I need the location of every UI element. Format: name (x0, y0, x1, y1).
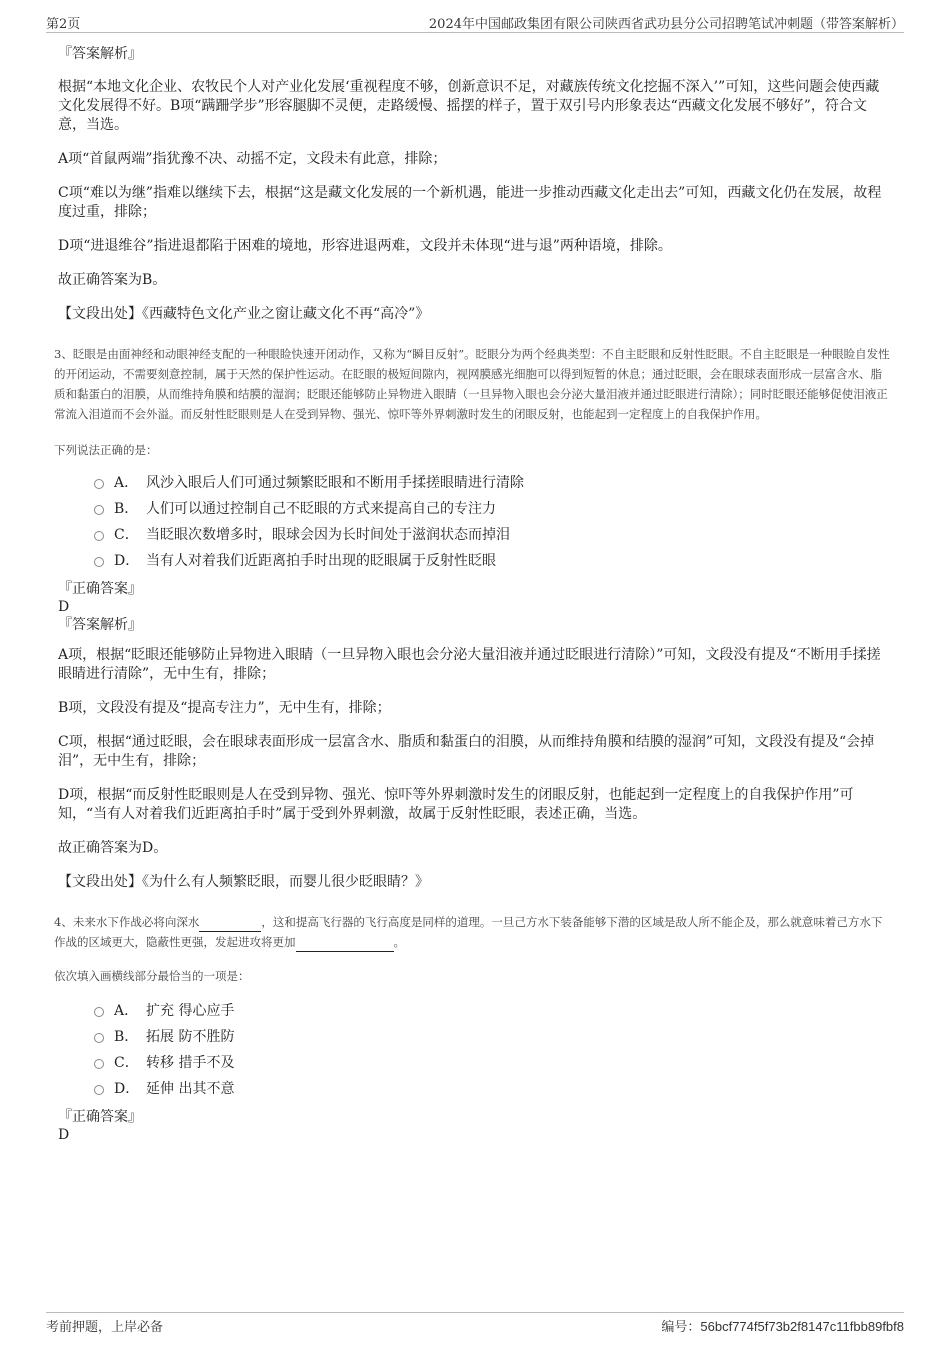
option-list (94, 998, 892, 1102)
analysis-paragraph: D项，根据“而反射性眨眼则是人在受到异物、强光、惊吓等外界刺激时发生的闭眼反射，也能起到一定程度上的自我保护作用”可知，“当有人对着我们近距离拍手时”属于受到外界刺激，故属于反射性眨眼，表述正确，当选。 (58, 787, 854, 822)
radio-icon[interactable] (94, 557, 104, 567)
radio-icon[interactable] (94, 1007, 104, 1017)
source-citation: 【文段出处】《为什么有人频繁眨眼，而婴儿很少眨眼睛？》 (58, 874, 429, 890)
analysis-label: 『答案解析』 (58, 617, 142, 633)
radio-icon[interactable] (94, 531, 104, 541)
correct-answer: D (58, 599, 70, 615)
footer-slogan: 考前押题，上岸必备 (46, 1320, 164, 1335)
correct-answer: D (58, 1127, 70, 1143)
analysis-paragraph: D项“进退维谷”指进退都陷于困难的境地，形容进退两难，文段并未体现“进与退”两种语境，排除。 (58, 238, 672, 254)
option-c[interactable]: C． 转移 措手不及 (94, 1050, 892, 1076)
correct-answer-label: 『正确答案』 (58, 1109, 142, 1125)
option-a[interactable]: A． 风沙入眼后人们可通过频繁眨眼和不断用手揉搓眼睛进行清除 (94, 470, 892, 496)
page-header (46, 10, 904, 33)
radio-icon[interactable] (94, 1059, 104, 1069)
option-a[interactable]: A． 扩充 得心应手 (94, 998, 892, 1024)
option-b[interactable]: B． 拓展 防不胜防 (94, 1024, 892, 1050)
radio-icon[interactable] (94, 1085, 104, 1095)
fill-blank-1 (199, 917, 261, 932)
analysis-paragraph: B项，文段没有提及“提高专注力”，无中生有，排除； (58, 700, 391, 716)
option-c[interactable]: C． 当眨眼次数增多时，眼球会因为长时间处于滋润状态而掉泪 (94, 522, 892, 548)
question-stem: 4、未来水下作战必将向深水 ，这和提高飞行器的飞行高度是同样的道理。一旦己方水下装备能够下潜的区域是敌人所不能企及，那么就意味着己方水下作战的区域更大，隐蔽性更强，发起进攻将更加 。 (54, 912, 892, 952)
option-b[interactable]: B． 人们可以通过控制自己不眨眼的方式来提高自己的专注力 (94, 496, 892, 522)
radio-icon[interactable] (94, 505, 104, 515)
source-citation: 【文段出处】《西藏特色文化产业之窗让藏文化不再“高冷”》 (58, 306, 430, 322)
page-number: 第2页 (46, 17, 81, 32)
question-prompt: 下列说法正确的是： (54, 443, 158, 457)
radio-icon[interactable] (94, 1033, 104, 1043)
analysis-paragraph: A项“首鼠两端”指犹豫不决、动摇不定，文段未有此意，排除； (58, 151, 447, 167)
page-footer (46, 1312, 904, 1336)
analysis-paragraph: 根据“本地文化企业、农牧民个人对产业化发展‘重视程度不够，创新意识不足，对藏族传统文化挖掘不深入’”可知，这些问题会使西藏文化发展得不好。B项“蹒跚学步”形容腿脚不灵便，走路缓慢、摇摆的样子，置于双引号内形象表达“西藏文化发展不够好”，符合文意，当选。 (58, 79, 880, 133)
analysis-paragraph: C项，根据“通过眨眼，会在眼球表面形成一层富含水、脂质和黏蛋白的泪膜，从而维持角膜和结膜的湿润”可知，文段没有提及“会掉泪”，无中生有，排除； (58, 734, 875, 769)
radio-icon[interactable] (94, 479, 104, 489)
conclusion: 故正确答案为B。 (58, 272, 167, 288)
correct-answer-label: 『正确答案』 (58, 581, 142, 597)
analysis-paragraph: C项“难以为继”指难以继续下去，根据“这是藏文化发展的一个新机遇，能进一步推动西藏文化走出去”可知，西藏文化仍在发展，故程度过重，排除； (58, 185, 882, 220)
question-prompt: 依次填入画横线部分最恰当的一项是： (54, 969, 250, 983)
analysis-label: 『答案解析』 (58, 46, 142, 62)
document-title: 2024年中国邮政集团有限公司陕西省武功县分公司招聘笔试冲刺题（带答案解析） (428, 17, 904, 32)
document-id: 编号：56bcf774f5f73b2f8147c11fbb89fbf8 (661, 1319, 904, 1334)
conclusion: 故正确答案为D。 (58, 840, 168, 856)
fill-blank-2 (296, 937, 394, 952)
page-content (54, 44, 892, 1144)
question-stem: 3、眨眼是由面神经和动眼神经支配的一种眼睑快速开闭动作，又称为“瞬目反射”。眨眼分为两个经典类型：不自主眨眼和反射性眨眼。不自主眨眼是一种眼睑自发性的开闭运动，不需要刻意控制，属于天然的保护性运动。在眨眼的极短间隙内，视网膜感光细胞可以得到短暂的休息；通过眨眼，会在眼球表面形成一层富含水、脂质和黏蛋白的泪膜，从而维持角膜和结膜的湿润；眨眼还能够防止异物进入眼睛（一旦异物入眼也会分泌大量泪液并通过眨眼进行清除）；同时眨眼还能够促使泪液正常流入泪道而不会外溢。而反射性眨眼则是人在受到异物、强光、惊吓等外界刺激时发生的闭眼反射，也能起到一定程度上的自我保护作用。 (54, 347, 890, 421)
analysis-paragraph: A项，根据“眨眼还能够防止异物进入眼睛（一旦异物入眼也会分泌大量泪液并通过眨眼进行清除）”可知，文段没有提及“不断用手揉搓眼睛进行清除”，无中生有，排除； (58, 647, 881, 682)
option-d[interactable]: D． 当有人对着我们近距离拍手时出现的眨眼属于反射性眨眼 (94, 548, 892, 574)
option-list (94, 470, 892, 574)
option-d[interactable]: D． 延伸 出其不意 (94, 1076, 892, 1102)
